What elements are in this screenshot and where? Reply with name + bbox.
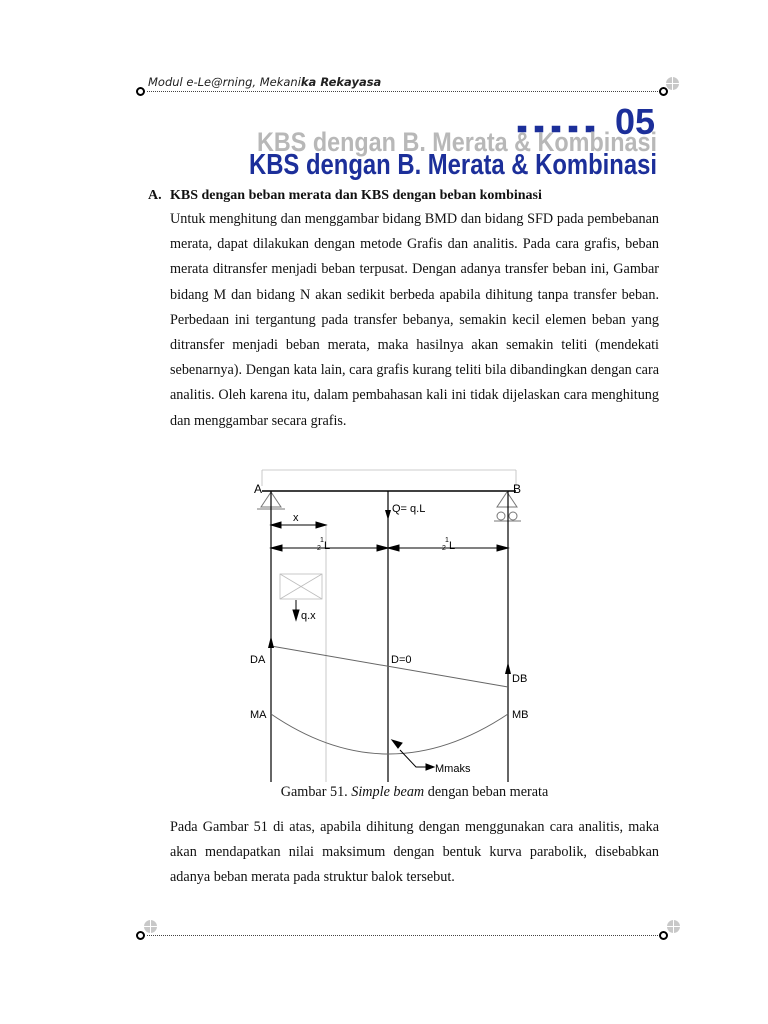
chapter-title-shadow: KBS dengan B. Merata & Kombinasi xyxy=(257,127,657,157)
figure-caption xyxy=(170,784,659,801)
footer-right-crosshair-mark xyxy=(667,920,680,933)
figure-guides xyxy=(262,470,516,782)
section-title: KBS dengan beban merata dan KBS dengan beban kombinasi xyxy=(170,188,542,203)
caption-suffix: dengan beban merata xyxy=(424,784,549,800)
chapter-number: 05 xyxy=(614,101,656,142)
label-da: DA xyxy=(250,654,266,666)
label-half-left-den: 2 xyxy=(317,545,321,552)
shear-line xyxy=(271,646,508,687)
header-crosshair-mark xyxy=(666,77,679,90)
half-l-dimensions xyxy=(271,545,508,551)
header-rule xyxy=(147,91,662,92)
running-header xyxy=(148,75,381,89)
label-half-right-num: 1 xyxy=(445,537,449,544)
mmaks-pointer xyxy=(392,740,434,770)
body-paragraph-1: Untuk menghitung dan menggambar bidang BMD dan bidang SFD pada pembebanan merata, dapat dilakukan dengan metode Grafis dan analitis. Pada cara grafis, beban merata ditransfer menjadi beban terpusat. Dengan adanya transfer beban ini, Gambar bidang M dan bidang N akan sedikit berbeda apabila dihitung tanpa transfer beban. Perbedaan ini tergantung pada transfer bebanya, semakin kecil elemen beban yang ditransfer menjadi beban merata, maka hasilnya akan semakin teliti (mendekati sebenarnya). Dengan kata lain, cara grafis kurang teliti bila dibandingkan dengan cara analitis. Oleh karena itu, dalam pembahasan kali ini tidak dijelaskan cara menghitung dan menggambar secara grafis. xyxy=(170,211,659,429)
label-half-left-l: L xyxy=(324,540,331,552)
label-x: x xyxy=(293,512,299,524)
label-half-left-num: 1 xyxy=(320,537,324,544)
label-d0: D=0 xyxy=(391,654,412,666)
label-b: B xyxy=(513,482,522,496)
label-half-right-den: 2 xyxy=(442,545,446,552)
label-mb: MB xyxy=(512,709,529,721)
da-arrow-head xyxy=(268,636,274,648)
load-arrow-head xyxy=(385,510,391,520)
label-load: Q= q.L xyxy=(392,503,426,515)
label-mmaks: Mmaks xyxy=(435,763,471,775)
qx-arrow xyxy=(293,600,299,620)
body-paragraph-2: Pada Gambar 51 di atas, apabila dihitung dengan menggunakan cara analitis, maka akan mendapatkan nilai maksimum dengan bentuk kurva parabolik, disebabkan adanya beban merata pada struktur balok tersebut. xyxy=(170,819,659,886)
footer-right-ring xyxy=(659,931,668,940)
section-heading xyxy=(148,188,542,204)
caption-italic: Simple beam xyxy=(351,784,425,800)
label-qx: q.x xyxy=(301,610,316,622)
label-half-right-l: L xyxy=(449,540,456,552)
footer-left-crosshair-mark xyxy=(144,920,157,933)
label-db: DB xyxy=(512,673,528,685)
caption-prefix: Gambar 51. xyxy=(280,784,352,800)
section-number: A. xyxy=(148,188,162,203)
header-module-prefix: Modul e-Le@rning, Mekani xyxy=(148,75,301,89)
chapter-title: KBS dengan B. Merata & Kombinasi xyxy=(249,149,657,181)
x-dimension xyxy=(271,522,326,528)
label-ma: MA xyxy=(250,709,267,721)
moment-curve xyxy=(271,714,508,754)
footer-left-ring xyxy=(136,931,145,940)
footer-rule xyxy=(147,935,662,936)
chapter-banner xyxy=(245,98,670,182)
header-right-ring xyxy=(659,87,668,96)
header-module-suffix: ka Rekayasa xyxy=(300,75,382,89)
db-arrow-head xyxy=(505,662,511,674)
header-left-ring xyxy=(136,87,145,96)
beam-figure xyxy=(240,462,530,782)
label-a: A xyxy=(254,482,263,496)
